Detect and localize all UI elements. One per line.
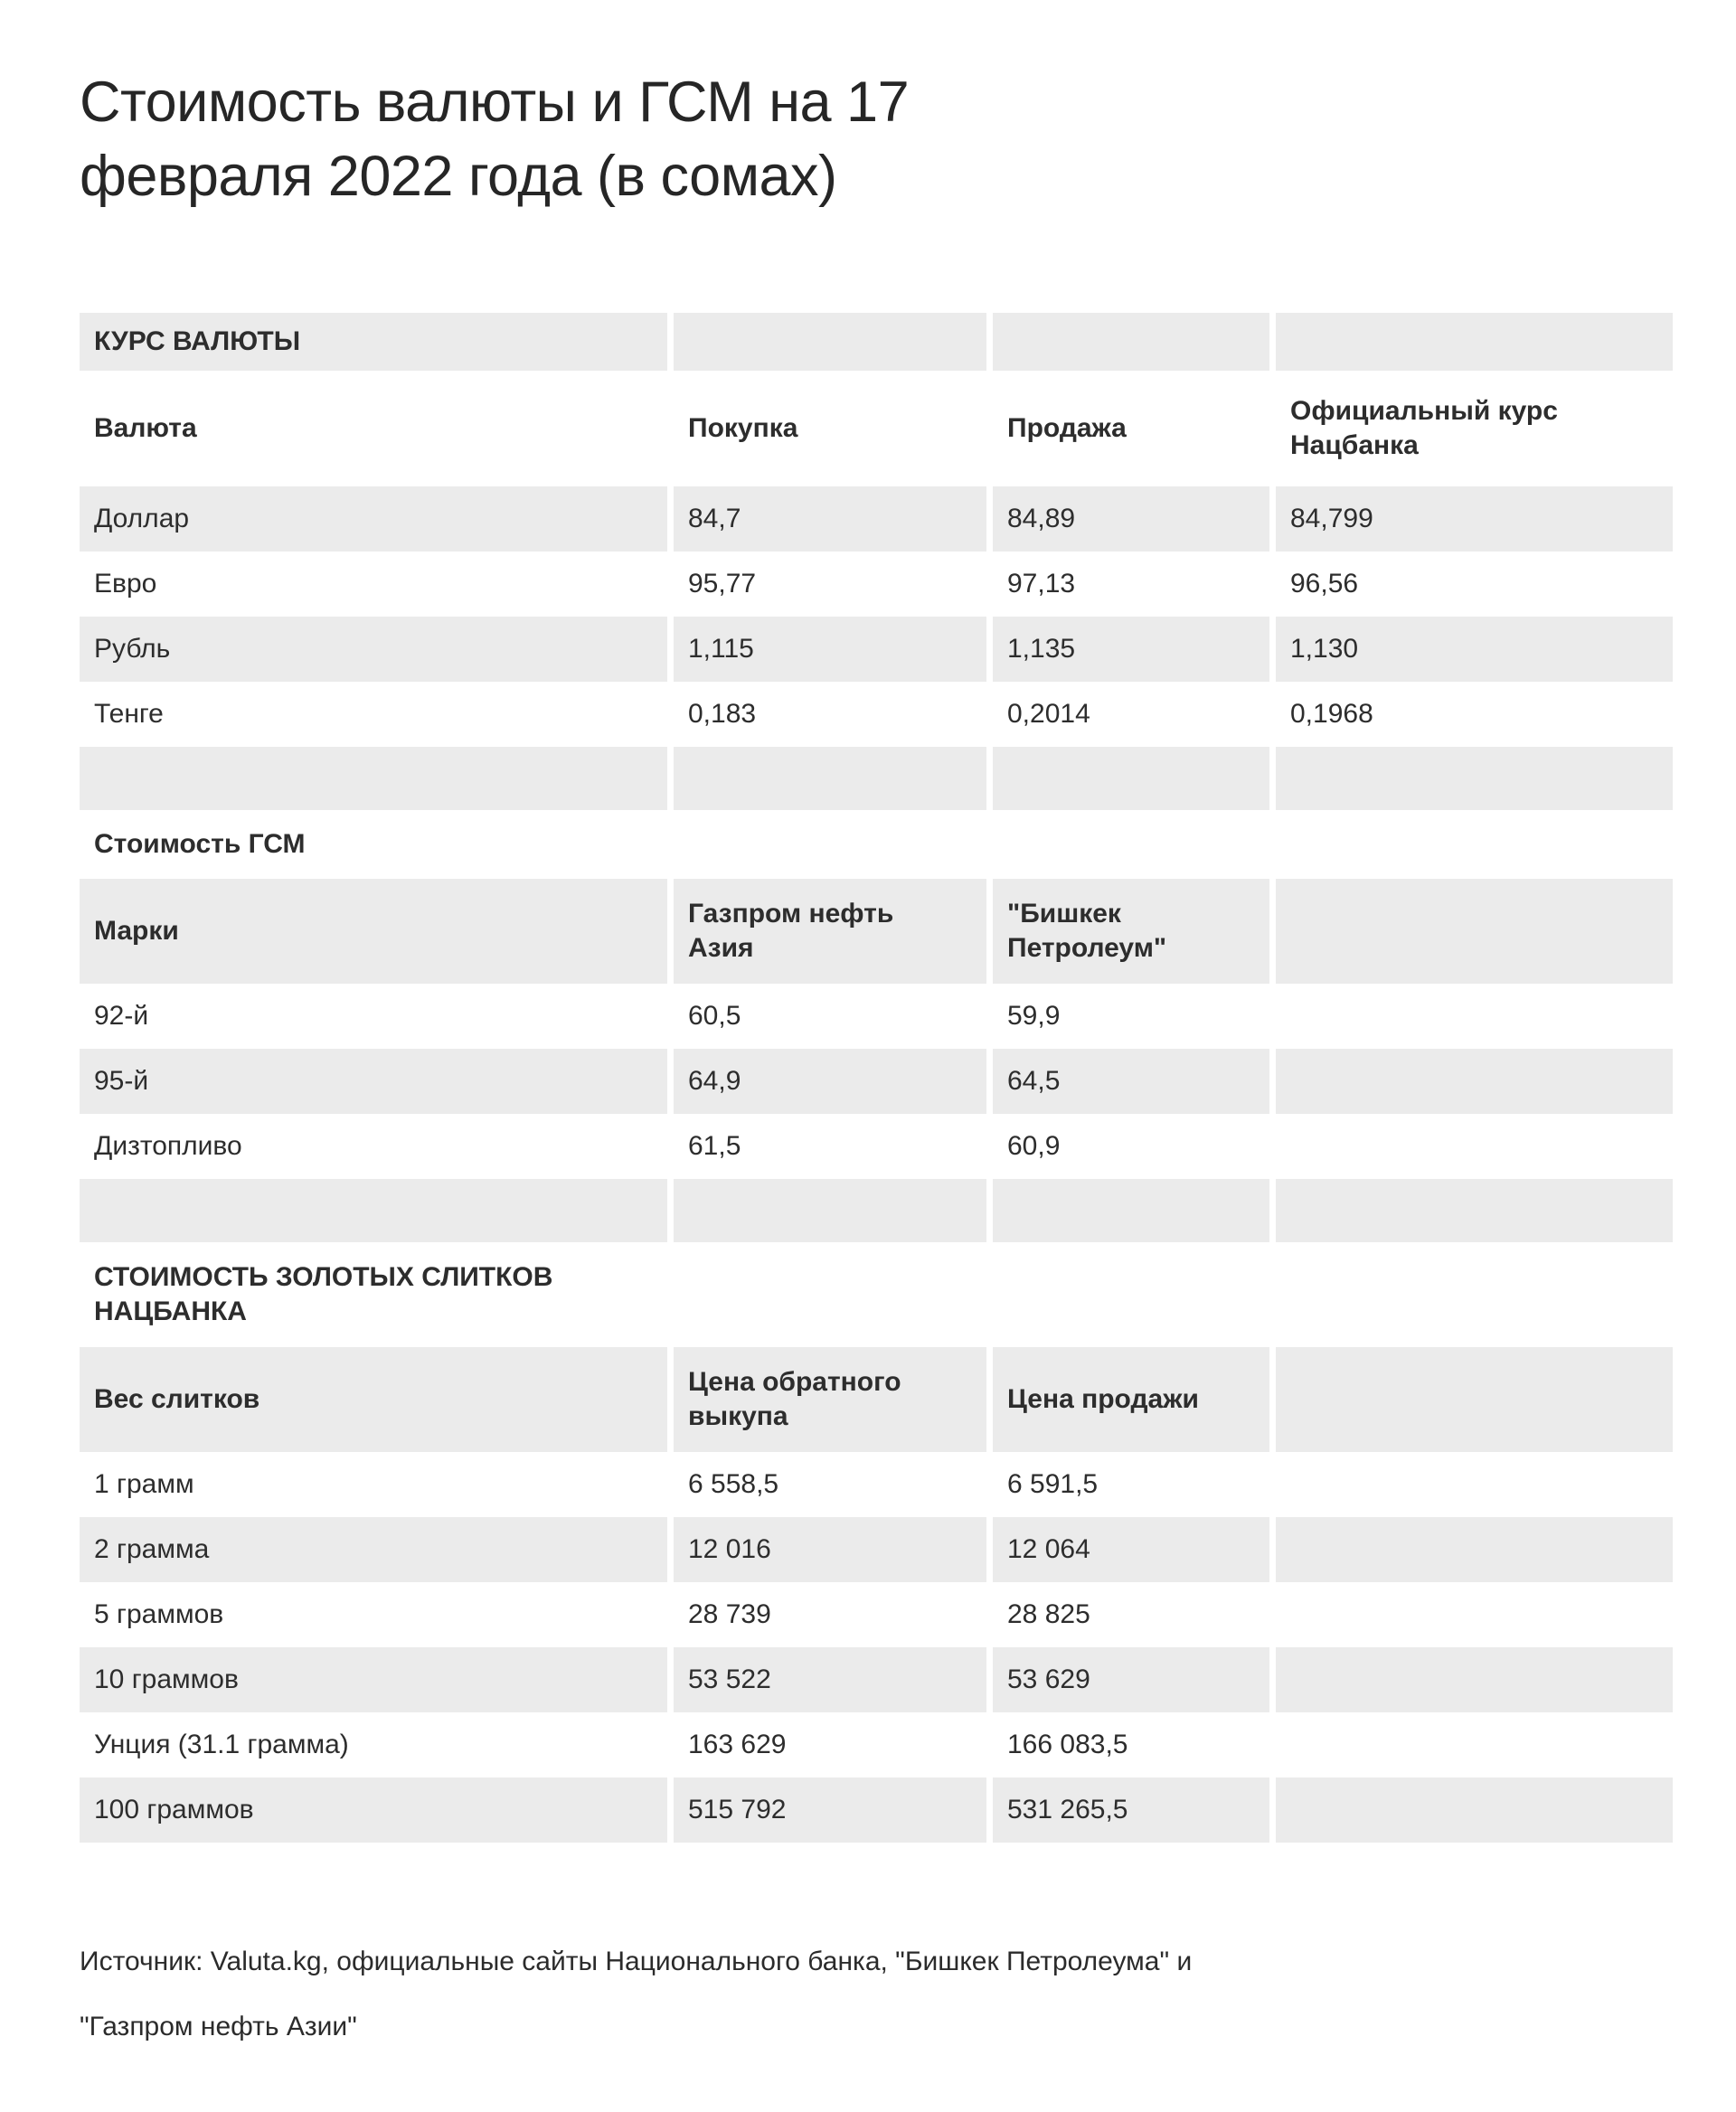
- table-row-95: [80, 1049, 1673, 1114]
- fuel-col-header-bishkek: [993, 879, 1276, 984]
- gold-buyback-cell: 163 629: [674, 1712, 993, 1777]
- gold-weight-cell: 2 грамма: [80, 1517, 674, 1582]
- empty-cell: [1276, 879, 1673, 984]
- gold-buyback-cell: 515 792: [674, 1777, 993, 1843]
- gold-sale-cell: 6 591,5: [993, 1452, 1276, 1517]
- table-row-ruble: [80, 617, 1673, 682]
- empty-cell: [1276, 1452, 1673, 1517]
- empty-cell: [1276, 1582, 1673, 1647]
- fuel-gazprom-cell: 61,5: [674, 1114, 993, 1179]
- empty-cell: [80, 747, 674, 810]
- empty-cell: [993, 1179, 1276, 1242]
- page-title-line1: Стоимость валюты и ГСМ на 17: [80, 71, 910, 134]
- currency-name-cell: Доллар: [80, 486, 674, 552]
- page-title-line2: февраля 2022 года (в сомах): [80, 145, 837, 208]
- gold-weight-cell: 5 граммов: [80, 1582, 674, 1647]
- currency-col-header-sell: Продажа: [993, 371, 1276, 486]
- table-row-100g: [80, 1777, 1673, 1843]
- fuel-brand-cell: 95-й: [80, 1049, 674, 1114]
- table-row-2g: [80, 1517, 1673, 1582]
- currency-sell-cell: 1,135: [993, 617, 1276, 682]
- rates-table: [80, 313, 1673, 1843]
- table-row-euro: [80, 552, 1673, 617]
- currency-col-header-official: [1276, 371, 1673, 486]
- fuel-gazprom-cell: 60,5: [674, 984, 993, 1049]
- empty-cell: [80, 1179, 674, 1242]
- empty-cell: [674, 747, 993, 810]
- gold-buyback-cell: 6 558,5: [674, 1452, 993, 1517]
- gold-section-title: [80, 1242, 1673, 1347]
- table-row-diesel: [80, 1114, 1673, 1179]
- currency-sell-cell: 84,89: [993, 486, 1276, 552]
- currency-buy-cell: 0,183: [674, 682, 993, 747]
- gold-weight-cell: 1 грамм: [80, 1452, 674, 1517]
- currency-buy-cell: 84,7: [674, 486, 993, 552]
- spacer-row: [80, 1179, 1673, 1242]
- gold-weight-cell: 100 граммов: [80, 1777, 674, 1843]
- table-row-92: [80, 984, 1673, 1049]
- empty-cell: [1276, 1114, 1673, 1179]
- empty-cell: [1276, 313, 1673, 371]
- gold-col-header-buyback: [674, 1347, 993, 1452]
- page-title: [80, 65, 1736, 213]
- fuel-col-header-bishkek-label: "Бишкек Петролеум": [1007, 899, 1167, 963]
- currency-header-row: [80, 371, 1673, 486]
- empty-cell: [1276, 1777, 1673, 1843]
- table-row-ounce: [80, 1712, 1673, 1777]
- gold-weight-cell: Унция (31.1 грамма): [80, 1712, 674, 1777]
- gold-col-header-buyback-label: Цена обратного выкупа: [688, 1367, 901, 1431]
- gold-col-header-weight: Вес слитков: [80, 1347, 674, 1452]
- gold-sale-cell: 166 083,5: [993, 1712, 1276, 1777]
- table-row-5g: [80, 1582, 1673, 1647]
- source-note: [80, 1929, 1736, 2060]
- empty-cell: [993, 313, 1276, 371]
- currency-sell-cell: 0,2014: [993, 682, 1276, 747]
- fuel-bishkek-cell: 59,9: [993, 984, 1276, 1049]
- fuel-brand-cell: Дизтопливо: [80, 1114, 674, 1179]
- currency-name-cell: Евро: [80, 552, 674, 617]
- currency-official-cell: 96,56: [1290, 569, 1359, 599]
- fuel-col-header-gazprom-label: Газпром нефть Азия: [688, 899, 894, 963]
- source-note-line2: "Газпром нефть Азии": [80, 2012, 357, 2041]
- gold-section-title-label: СТОИМОСТЬ ЗОЛОТЫХ СЛИТКОВ НАЦБАНКА: [94, 1262, 553, 1326]
- empty-cell: [1276, 1517, 1673, 1582]
- empty-cell: [1276, 747, 1673, 810]
- gold-sale-cell: 53 629: [993, 1647, 1276, 1712]
- currency-official-cell: 0,1968: [1290, 699, 1373, 729]
- gold-weight-cell: 10 граммов: [80, 1647, 674, 1712]
- table-row-10g: [80, 1647, 1673, 1712]
- empty-cell: [1276, 1712, 1673, 1777]
- currency-sell-cell: 97,13: [993, 552, 1276, 617]
- fuel-header-row: [80, 879, 1673, 984]
- spacer-row: [80, 747, 1673, 810]
- fuel-section-title: Стоимость ГСМ: [94, 829, 306, 859]
- currency-col-header-buy: Покупка: [674, 371, 993, 486]
- empty-cell: [993, 747, 1276, 810]
- gold-sale-cell: 531 265,5: [993, 1777, 1276, 1843]
- currency-name-cell: Рубль: [80, 617, 674, 682]
- gold-buyback-cell: 12 016: [674, 1517, 993, 1582]
- fuel-section-row: [80, 810, 1673, 879]
- fuel-bishkek-cell: 60,9: [993, 1114, 1276, 1179]
- source-note-line1: Источник: Valuta.kg, официальные сайты Национального банка, "Бишкек Петролеума" и: [80, 1947, 1193, 1976]
- fuel-gazprom-cell: 64,9: [674, 1049, 993, 1114]
- gold-buyback-cell: 53 522: [674, 1647, 993, 1712]
- empty-cell: [674, 1179, 993, 1242]
- empty-cell: [674, 313, 993, 371]
- fuel-bishkek-cell: 64,5: [993, 1049, 1276, 1114]
- fuel-col-header-gazprom: [674, 879, 993, 984]
- gold-buyback-cell: 28 739: [674, 1582, 993, 1647]
- empty-cell: [1276, 1347, 1673, 1452]
- currency-official-cell: 1,130: [1276, 617, 1673, 682]
- empty-cell: [1276, 1647, 1673, 1712]
- table-row-dollar: [80, 486, 1673, 552]
- table-row-1g: [80, 1452, 1673, 1517]
- currency-buy-cell: 1,115: [674, 617, 993, 682]
- empty-cell: [1276, 1179, 1673, 1242]
- gold-sale-cell: 28 825: [993, 1582, 1276, 1647]
- currency-col-header-name: Валюта: [80, 371, 674, 486]
- gold-col-header-sale: Цена продажи: [993, 1347, 1276, 1452]
- currency-section-title: КУРС ВАЛЮТЫ: [80, 313, 674, 371]
- fuel-brand-cell: 92-й: [80, 984, 674, 1049]
- empty-cell: [1276, 1049, 1673, 1114]
- empty-cell: [1276, 984, 1673, 1049]
- currency-official-cell: 84,799: [1276, 486, 1673, 552]
- currency-buy-cell: 95,77: [674, 552, 993, 617]
- gold-sale-cell: 12 064: [993, 1517, 1276, 1582]
- currency-col-header-official-label: Официальный курс Нацбанка: [1290, 396, 1558, 460]
- fuel-col-header-brand: Марки: [80, 879, 674, 984]
- table-row-tenge: [80, 682, 1673, 747]
- currency-section-row: [80, 313, 1673, 371]
- gold-section-row: [80, 1242, 1673, 1347]
- currency-name-cell: Тенге: [80, 682, 674, 747]
- gold-header-row: [80, 1347, 1673, 1452]
